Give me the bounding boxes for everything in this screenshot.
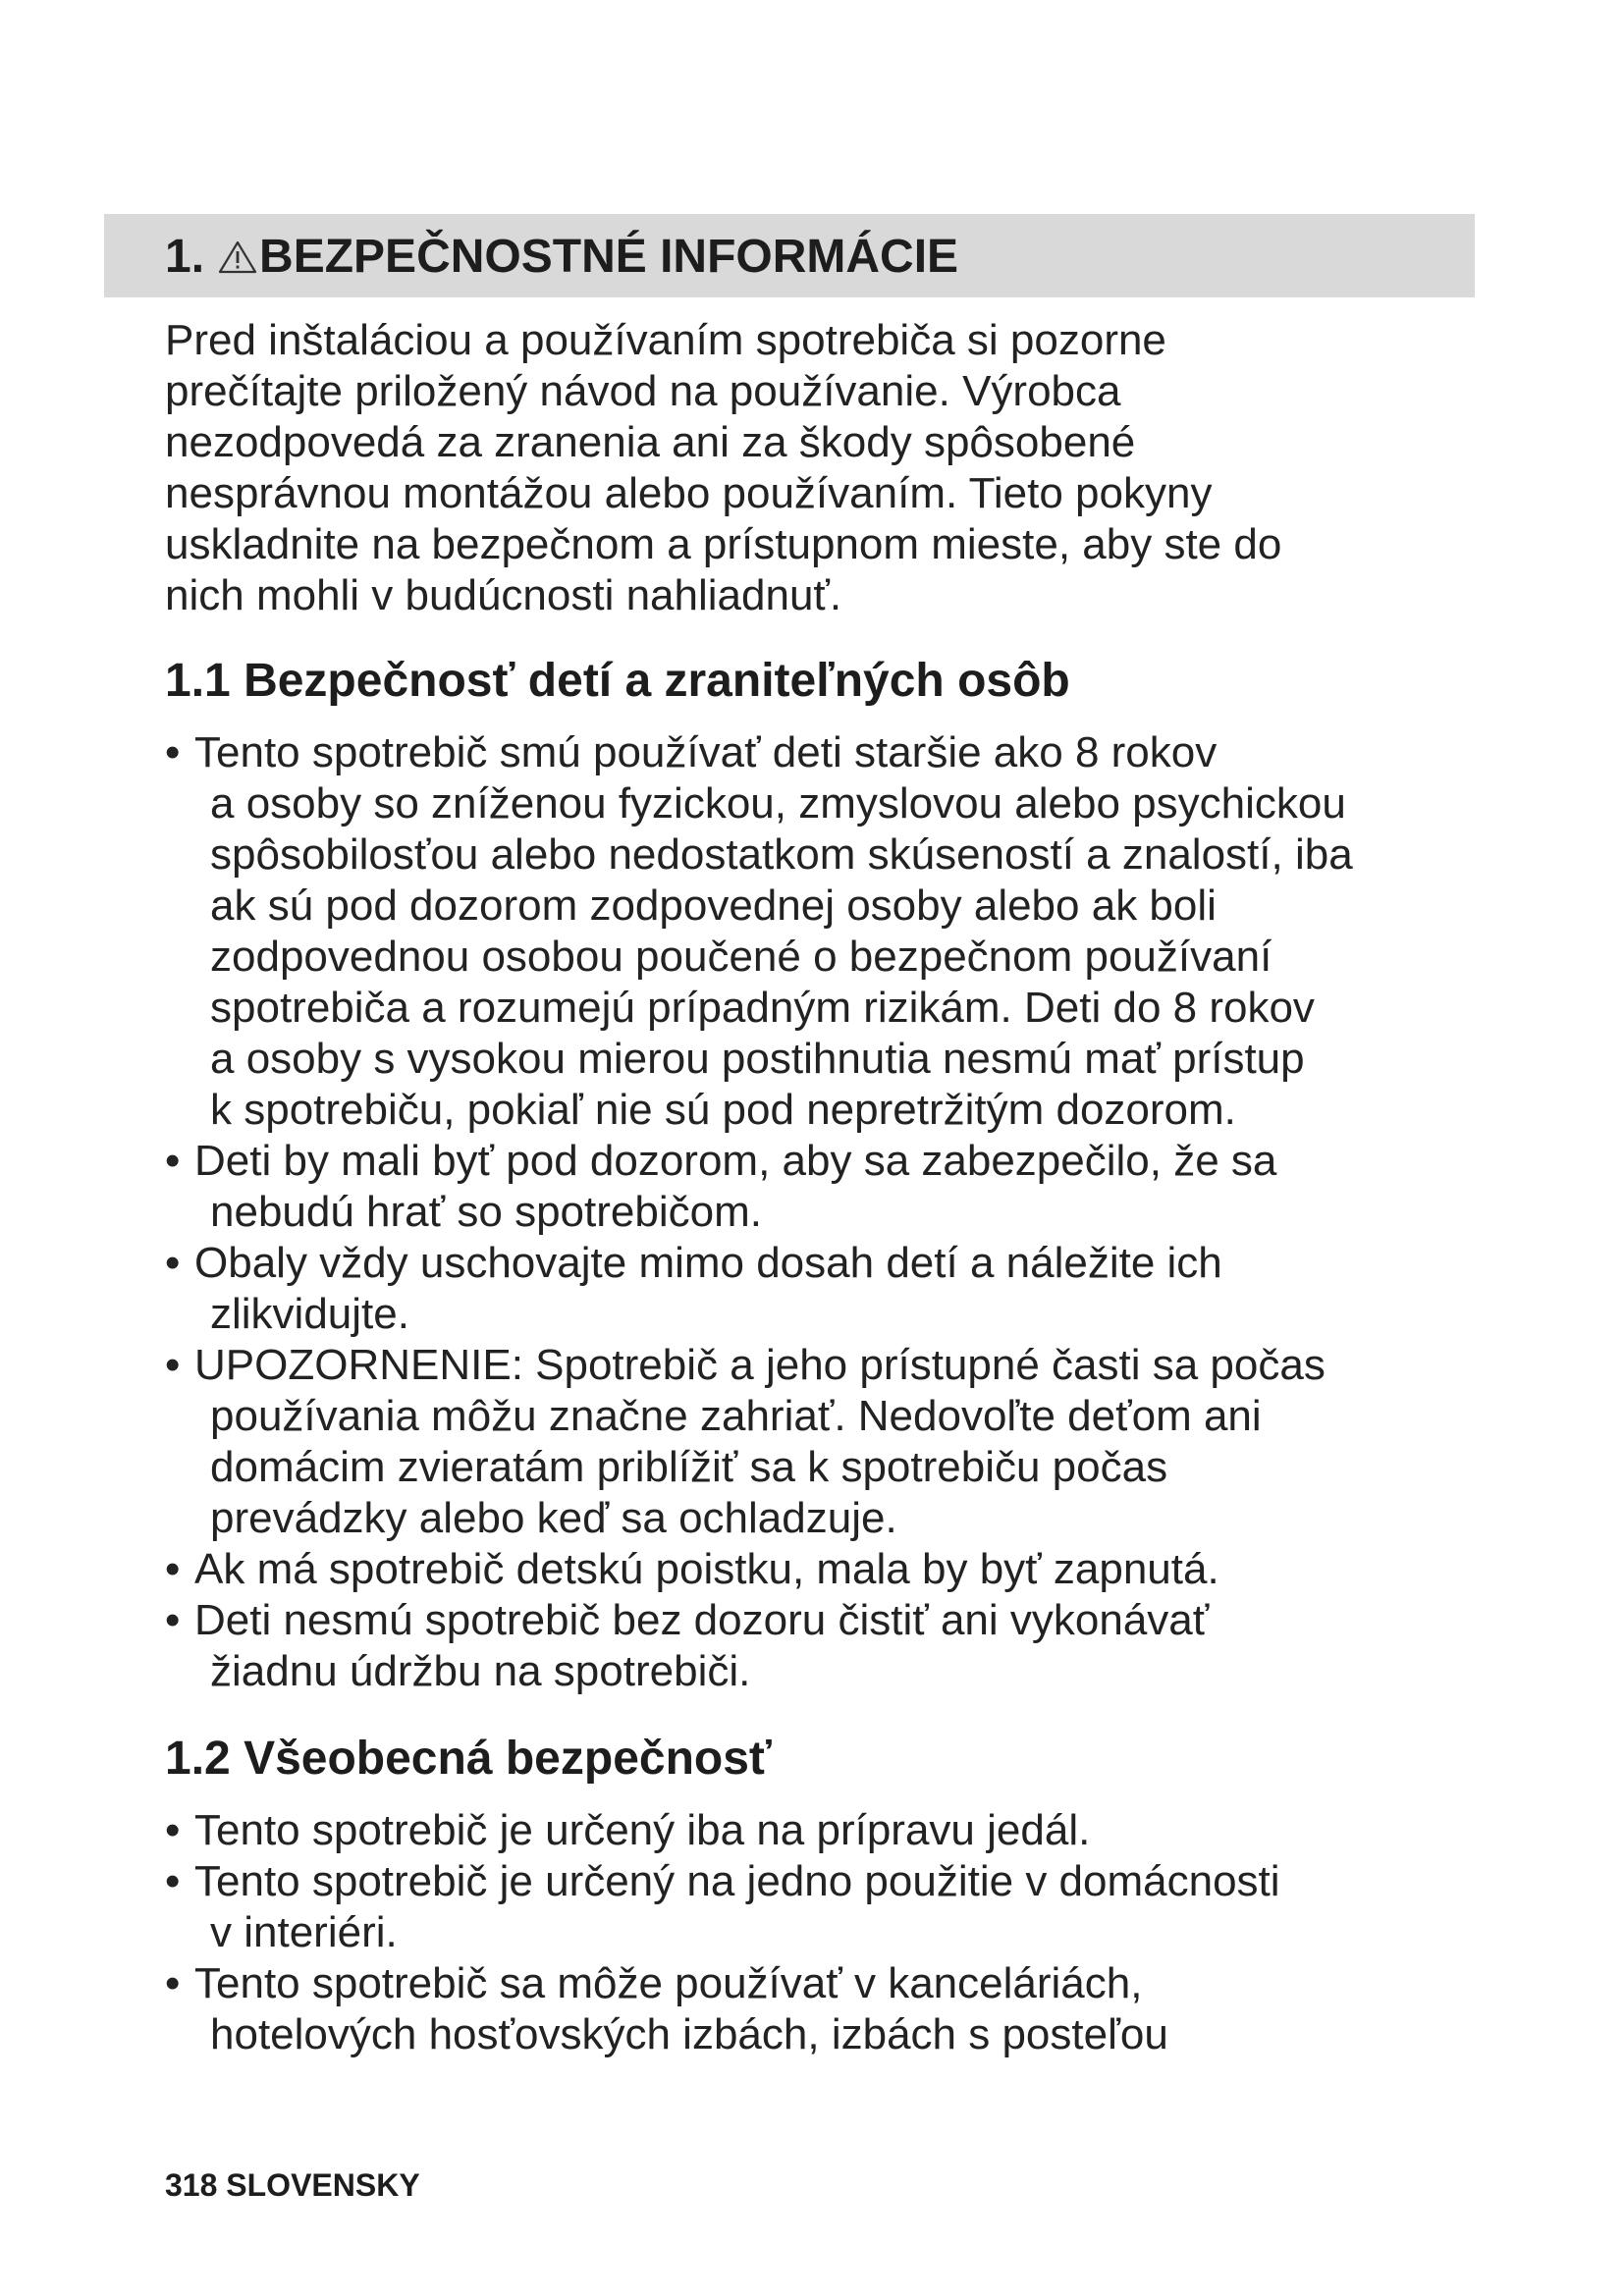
subsection-heading-general-safety: 1.2 Všeobecná bezpečnosť	[165, 1733, 772, 1785]
subsection-heading-children-safety: 1.1 Bezpečnosť detí a zraniteľných osôb	[165, 655, 1070, 707]
list-item	[165, 1340, 1481, 1544]
intro-line: Pred inštaláciou a používaním spotrebiča si pozorne	[165, 316, 1166, 364]
list-item-line: a osoby s vysokou mierou postihnutia nesmú mať prístup	[210, 1035, 1305, 1083]
section-title	[165, 232, 958, 283]
intro-line: nesprávnou montážou alebo používaním. Tieto pokyny	[165, 469, 1213, 517]
list-item-line: žiadnu údržbu na spotrebiči.	[210, 1647, 751, 1695]
bullet-marker: •	[165, 1239, 181, 1287]
footer-language: SLOVENSKY	[226, 2167, 420, 2203]
list-item	[165, 1136, 1481, 1238]
section-number: 1.	[165, 231, 205, 283]
intro-line: nich mohli v budúcnosti nahliadnuť.	[165, 571, 842, 619]
list-item-line: zlikvidujte.	[210, 1290, 409, 1338]
list-item	[165, 1238, 1481, 1340]
bullet-marker: •	[165, 1857, 181, 1905]
list-item-line: Obaly vždy uschovajte mimo dosah detí a náležite ich	[194, 1239, 1222, 1287]
list-item-line: Tento spotrebič sa môže používať v kanceláriách,	[194, 1959, 1143, 2007]
section-header-bar	[104, 214, 1475, 297]
list-item-line: hotelových hosťovských izbách, izbách s posteľou	[210, 2010, 1168, 2058]
list-item	[165, 727, 1481, 1136]
list-item-line: UPOZORNENIE: Spotrebič a jeho prístupné časti sa počas	[194, 1341, 1326, 1389]
section-title-text: BEZPEČNOSTNÉ INFORMÁCIE	[259, 231, 959, 283]
bullet-marker: •	[165, 1545, 181, 1593]
list-item-line: Tento spotrebič je určený iba na prípravu jedál.	[194, 1806, 1091, 1854]
intro-line: nezodpovedá za zranenia ani za škody spôsobené	[165, 418, 1136, 466]
list-item-line: Deti by mali byť pod dozorom, aby sa zabezpečilo, že sa	[194, 1137, 1277, 1185]
bullet-marker: •	[165, 728, 181, 776]
list-item-line: prevádzky alebo keď sa ochladzuje.	[210, 1494, 897, 1542]
page-footer	[165, 2167, 420, 2203]
list-item-line: Tento spotrebič je určený na jedno použitie v domácnosti	[194, 1857, 1280, 1905]
list-item	[165, 1805, 1481, 1856]
warning-triangle-icon	[218, 240, 257, 274]
bullet-marker: •	[165, 1959, 181, 2007]
list-item	[165, 1595, 1481, 1697]
intro-line: uskladnite na bezpečnom a prístupnom mieste, aby ste do	[165, 520, 1282, 568]
intro-paragraph	[165, 315, 1441, 621]
list-item-line: Ak má spotrebič detskú poistku, mala by byť zapnutá.	[194, 1545, 1219, 1593]
list-item-line: spôsobilosťou alebo nedostatkom skúseností a znalostí, iba	[210, 830, 1353, 879]
bullet-marker: •	[165, 1137, 181, 1185]
list-item-line: zodpovednou osobou poučené o bezpečnom používaní	[210, 933, 1272, 981]
bullet-marker: •	[165, 1806, 181, 1854]
list-item	[165, 1958, 1481, 2060]
list-item-line: nebudú hrať so spotrebičom.	[210, 1188, 762, 1236]
list-item-line: Deti nesmú spotrebič bez dozoru čistiť ani vykonávať	[194, 1596, 1210, 1644]
list-item-line: používania môžu značne zahriať. Nedovoľte deťom ani	[210, 1392, 1262, 1440]
page-number: 318	[165, 2167, 218, 2203]
list-item	[165, 1856, 1481, 1958]
list-item-line: ak sú pod dozorom zodpovednej osoby alebo ak boli	[210, 881, 1217, 930]
intro-line: prečítajte priložený návod na používanie. Výrobca	[165, 367, 1121, 415]
bullet-list-children-safety	[165, 727, 1481, 1697]
list-item-line: domácim zvieratám priblížiť sa k spotrebiču počas	[210, 1443, 1168, 1491]
list-item-line: a osoby so zníženou fyzickou, zmyslovou alebo psychickou	[210, 779, 1346, 828]
bullet-marker: •	[165, 1341, 181, 1389]
bullet-list-general-safety	[165, 1805, 1481, 2060]
list-item-line: Tento spotrebič smú používať deti staršie ako 8 rokov	[194, 728, 1218, 776]
list-item-line: spotrebiča a rozumejú prípadným rizikám. Deti do 8 rokov	[210, 984, 1315, 1032]
bullet-marker: •	[165, 1596, 181, 1644]
list-item-line: k spotrebiču, pokiaľ nie sú pod nepretržitým dozorom.	[210, 1086, 1236, 1134]
list-item	[165, 1544, 1481, 1595]
list-item-line: v interiéri.	[210, 1908, 398, 1956]
